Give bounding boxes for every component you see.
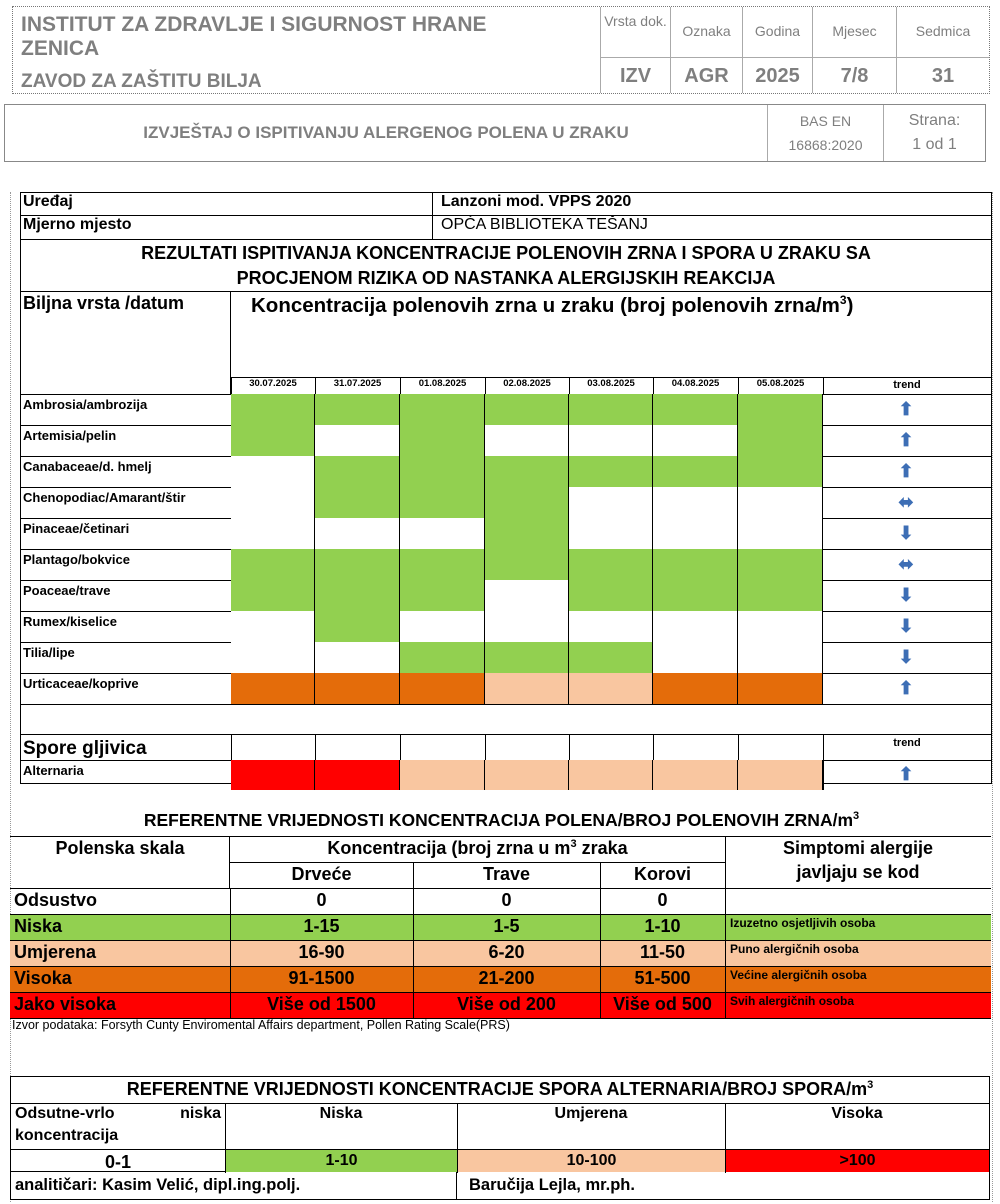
species-header: Biljna vrsta /datum <box>23 293 185 313</box>
grid-line <box>413 966 414 992</box>
grid-line <box>569 377 570 394</box>
level-cell <box>485 760 569 790</box>
device-label: Uređaj <box>21 193 433 216</box>
ref-row-grass: 1-5 <box>493 916 520 936</box>
header-col-2 <box>742 7 812 93</box>
ref-row-name: Jako visoka <box>14 994 117 1014</box>
level-cell <box>485 580 569 611</box>
level-cell <box>231 642 315 673</box>
trend-both-icon: ⬌ <box>898 492 914 512</box>
page-value: 1 od 1 <box>912 136 957 153</box>
level-cell <box>485 611 569 642</box>
level-cell <box>569 518 653 549</box>
grid-line <box>413 940 414 966</box>
ref-row-grass: 0 <box>501 890 512 910</box>
level-cell <box>400 673 485 704</box>
divider <box>671 57 742 58</box>
analyst-right: Baručija Lejla, mr.ph. <box>469 1176 635 1194</box>
level-cell <box>315 456 400 487</box>
grid-line <box>823 377 824 394</box>
level-cell <box>569 580 653 611</box>
grid-line <box>230 966 231 992</box>
date-label: 30.07.2025 <box>249 378 297 389</box>
grid-line <box>315 377 316 394</box>
species-name: Tilia/lipe <box>23 645 75 660</box>
level-cell <box>569 487 653 518</box>
level-cell <box>400 580 485 611</box>
grid-line <box>600 992 601 1018</box>
level-cell <box>569 642 653 673</box>
ref-row-trees: 1-15 <box>303 916 340 936</box>
level-cell <box>315 394 400 425</box>
ref-row-trees: 16-90 <box>298 942 345 962</box>
device-value: Lanzoni mod. VPPS 2020 <box>433 193 991 216</box>
grid-line <box>230 940 231 966</box>
pollen-grid <box>20 291 992 784</box>
level-cell <box>231 518 315 549</box>
species-name: Chenopodiac/Amarant/štir <box>23 490 186 505</box>
place-value: OPĆA BIBLIOTEKA TEŠANJ <box>441 216 648 233</box>
divider <box>813 57 896 58</box>
level-cell <box>569 394 653 425</box>
level-cell <box>569 760 653 790</box>
header-col-label: Godina <box>754 23 801 39</box>
level-cell <box>738 580 823 611</box>
level-cell <box>400 425 485 456</box>
level-cell <box>400 518 485 549</box>
results-title <box>20 240 992 292</box>
conc-header: Koncentracija (broj zrna u $m^3$ zraka <box>327 838 628 858</box>
scale-header: Polenska skala <box>55 838 185 858</box>
species-name: Urticaceae/koprive <box>23 676 139 691</box>
ref-row-weeds: 1-10 <box>644 916 681 936</box>
ref-row-trees: Više od 1500 <box>267 994 376 1014</box>
ref-row-trees: 0 <box>316 890 327 910</box>
results-title-line2: PROCJENOM RIZIKA OD NASTANKA ALERGIJSKIH REAKCIJA <box>236 268 776 288</box>
ref-table <box>10 836 993 1018</box>
date-label: 03.08.2025 <box>587 378 635 389</box>
level-cell <box>231 611 315 642</box>
species-name: Poaceae/trave <box>23 583 111 598</box>
standard-label: BAS EN <box>799 113 852 129</box>
level-cell <box>231 487 315 518</box>
level-cell <box>231 760 315 790</box>
report-header <box>4 104 986 162</box>
level-cell <box>569 611 653 642</box>
grid-line <box>11 1103 989 1104</box>
grid-line <box>413 914 414 940</box>
trend-down-icon: ⬇ <box>898 647 914 667</box>
spore-h1-line1: Odsutne-vrlo niska <box>15 1105 221 1122</box>
ref-row-weeds: 51-500 <box>634 968 691 988</box>
ref-row-weeds: Više od 500 <box>613 994 712 1014</box>
spore-ref-title: REFERENTNE VRIJEDNOSTI KONCENTRACIJE SPORA ALTERNARIA/BROJ SPORA/$m^3$ <box>126 1079 874 1099</box>
divider <box>601 57 670 58</box>
species-name: Canabaceae/d. hmelj <box>23 459 152 474</box>
trend-up-icon: ⬆ <box>898 678 914 698</box>
level-cell <box>653 394 738 425</box>
ref-row-symptom: Svih alergičnih osoba <box>730 994 855 1008</box>
level-cell <box>315 580 400 611</box>
grid-line <box>230 914 231 940</box>
grid-line <box>600 966 601 992</box>
level-cell <box>400 611 485 642</box>
header-col-value: 2025 <box>755 65 800 87</box>
grid-line <box>413 888 414 914</box>
header-col-value: AGR <box>684 65 729 87</box>
grid-line <box>21 734 991 735</box>
level-cell <box>231 394 315 425</box>
grid-line <box>230 888 231 914</box>
ref-source: Izvor podataka: Forsyth Cunty Enviromental Affairs department, Pollen Rating Scale(PRS) <box>12 1018 510 1032</box>
level-cell <box>485 425 569 456</box>
grid-line <box>230 992 231 1018</box>
institute-name: INSTITUT ZA ZDRAVLJE I SIGURNOST HRANE ZENICA <box>21 13 487 60</box>
species-name: Rumex/kiselice <box>23 614 117 629</box>
divider <box>743 57 812 58</box>
level-cell <box>485 549 569 580</box>
divider <box>897 57 989 58</box>
ref-row-name: Umjerena <box>14 942 97 962</box>
level-cell <box>485 673 569 704</box>
level-cell <box>738 456 823 487</box>
trend-both-icon: ⬌ <box>898 554 914 574</box>
trend-up-icon: ⬆ <box>898 764 914 784</box>
level-cell <box>653 549 738 580</box>
species-name: Artemisia/pelin <box>23 428 117 443</box>
level-cell <box>231 425 315 456</box>
place-label: Mjerno mjesto <box>21 216 433 239</box>
level-cell <box>315 518 400 549</box>
trend-label: trend <box>893 379 921 391</box>
date-label: 31.07.2025 <box>333 378 382 389</box>
level-cell <box>231 456 315 487</box>
grid-line <box>725 966 726 992</box>
level-cell <box>485 487 569 518</box>
level-cell <box>653 673 738 704</box>
header-col-value: 7/8 <box>840 65 869 87</box>
level-cell <box>315 549 400 580</box>
level-cell <box>315 642 400 673</box>
page-cell <box>883 105 985 161</box>
ref-title: REFERENTNE VRIJEDNOSTI KONCENTRACIJA POLENA/BROJ POLENOVIH ZRNA/$m^3$ <box>143 810 860 830</box>
level-cell <box>485 518 569 549</box>
level-cell <box>738 760 823 790</box>
header-col-value: IZV <box>619 65 652 87</box>
level-cell <box>738 673 823 704</box>
grid-line <box>485 377 486 394</box>
header-col-label: Vrsta dok. <box>604 13 667 29</box>
level-cell <box>653 456 738 487</box>
header-col-label: Mjesec <box>832 23 877 39</box>
spore-v2: 1-10 <box>226 1150 457 1172</box>
level-cell <box>738 611 823 642</box>
grid-line <box>738 377 739 394</box>
level-cell <box>738 518 823 549</box>
report-title: IZVJEŠTAJ O ISPITIVANJU ALERGENOG POLENA U ZRAKU <box>143 123 629 142</box>
document-header <box>12 6 990 94</box>
level-cell <box>231 549 315 580</box>
spore-ref-table <box>10 1076 990 1172</box>
ref-row-trees: 91-1500 <box>288 968 355 988</box>
trend-up-icon: ⬆ <box>898 430 914 450</box>
species-name: Ambrosia/ambrozija <box>23 397 148 412</box>
spores-trend-label: trend <box>893 737 921 749</box>
level-cell <box>400 549 485 580</box>
ref-row-grass: 6-20 <box>488 942 525 962</box>
level-cell <box>400 760 485 790</box>
header-col-3 <box>812 7 896 93</box>
analyst-left: analitičari: Kasim Velić, dipl.ing.polj. <box>11 1172 457 1199</box>
grid-line <box>413 992 414 1018</box>
ref-row-symptom: Većine alergičnih osoba <box>730 968 867 982</box>
grid-line <box>400 377 401 394</box>
ref-row-grass: 21-200 <box>478 968 535 988</box>
ref-row-weeds: 11-50 <box>639 942 686 962</box>
level-cell <box>653 580 738 611</box>
grid-line <box>725 992 726 1018</box>
level-cell <box>738 487 823 518</box>
level-cell <box>569 673 653 704</box>
col-weeds: Korovi <box>633 864 691 884</box>
level-cell <box>653 518 738 549</box>
level-cell <box>569 425 653 456</box>
date-label: 05.08.2025 <box>756 378 805 389</box>
date-label: 01.08.2025 <box>418 378 467 389</box>
grid-line <box>231 377 991 378</box>
level-cell <box>738 549 823 580</box>
level-cell <box>485 394 569 425</box>
header-col-label: Oznaka <box>682 23 731 39</box>
species-name: Pinaceae/četinari <box>23 521 130 536</box>
date-label: 02.08.2025 <box>503 378 551 389</box>
level-cell <box>400 487 485 518</box>
level-cell <box>315 673 400 704</box>
trend-up-icon: ⬆ <box>898 399 914 419</box>
level-cell <box>485 642 569 673</box>
level-cell <box>738 394 823 425</box>
grid-line <box>653 377 654 394</box>
spore-v4: >100 <box>726 1150 989 1172</box>
ref-row-weeds: 0 <box>657 890 668 910</box>
header-col-value: 31 <box>931 65 955 87</box>
header-col-0 <box>600 7 670 93</box>
grid-line <box>725 914 726 940</box>
trend-up-icon: ⬆ <box>898 461 914 481</box>
level-cell <box>653 611 738 642</box>
grid-line <box>725 940 726 966</box>
page-label: Strana: <box>908 112 961 129</box>
info-table <box>20 192 992 240</box>
standard-cell <box>767 105 883 161</box>
col-trees: Drveće <box>291 864 352 884</box>
date-label: 04.08.2025 <box>671 378 720 389</box>
spore-h1-line2: koncentracija <box>15 1127 119 1144</box>
level-cell <box>400 642 485 673</box>
trend-down-icon: ⬇ <box>898 585 914 605</box>
col-grass: Trave <box>482 864 531 884</box>
level-cell <box>400 394 485 425</box>
level-cell <box>653 642 738 673</box>
level-cell <box>738 425 823 456</box>
level-cell <box>315 611 400 642</box>
spore-h4: Visoka <box>831 1105 883 1122</box>
grid-line <box>21 704 991 705</box>
symptoms-header-1: Simptomi alergije <box>782 838 934 858</box>
ref-row-grass: Više od 200 <box>457 994 556 1014</box>
institute-department: ZAVOD ZA ZAŠTITU BILJA <box>21 71 262 92</box>
level-cell <box>315 760 400 790</box>
grid-line <box>600 940 601 966</box>
header-col-label: Sedmica <box>915 23 971 39</box>
level-cell <box>653 487 738 518</box>
conc-header: Koncentracija polenovih zrna u zraku (broj polenovih zrna/$m^3$) <box>251 293 854 317</box>
header-col-4 <box>896 7 989 93</box>
grid-line <box>600 914 601 940</box>
spore-h2: Niska <box>319 1105 363 1122</box>
level-cell <box>569 456 653 487</box>
symptoms-header-2: javljaju se kod <box>796 862 920 882</box>
level-cell <box>315 425 400 456</box>
header-col-1 <box>670 7 742 93</box>
spores-header: Spore gljivica <box>23 738 147 759</box>
level-cell <box>231 673 315 704</box>
ref-row-name: Niska <box>14 916 63 936</box>
ref-row-name: Odsustvo <box>14 890 98 910</box>
spore-name: Alternaria <box>23 763 84 778</box>
level-cell <box>653 425 738 456</box>
level-cell <box>569 549 653 580</box>
analysts-row <box>10 1172 990 1200</box>
standard-value: 16868:2020 <box>788 137 863 153</box>
level-cell <box>231 580 315 611</box>
level-cell <box>485 456 569 487</box>
spore-v1: 0-1 <box>104 1152 131 1172</box>
spore-h3: Umjerena <box>554 1105 628 1122</box>
spore-v3: 10-100 <box>458 1150 725 1172</box>
ref-row-symptom: Puno alergičnih osoba <box>730 942 859 956</box>
trend-down-icon: ⬇ <box>898 523 914 543</box>
level-cell <box>653 760 738 790</box>
species-name: Plantago/bokvice <box>23 552 130 567</box>
level-cell <box>400 456 485 487</box>
level-cell <box>315 487 400 518</box>
grid-line <box>231 377 232 394</box>
ref-row-symptom: Izuzetno osjetljivih osoba <box>730 916 876 930</box>
grid-line <box>230 862 725 863</box>
ref-row-name: Visoka <box>14 968 72 988</box>
level-cell <box>738 642 823 673</box>
grid-line <box>600 888 601 914</box>
trend-down-icon: ⬇ <box>898 616 914 636</box>
results-title-line1: REZULTATI ISPITIVANJA KONCENTRACIJE POLENOVIH ZRNA I SPORA U ZRAKU SA <box>141 243 871 263</box>
